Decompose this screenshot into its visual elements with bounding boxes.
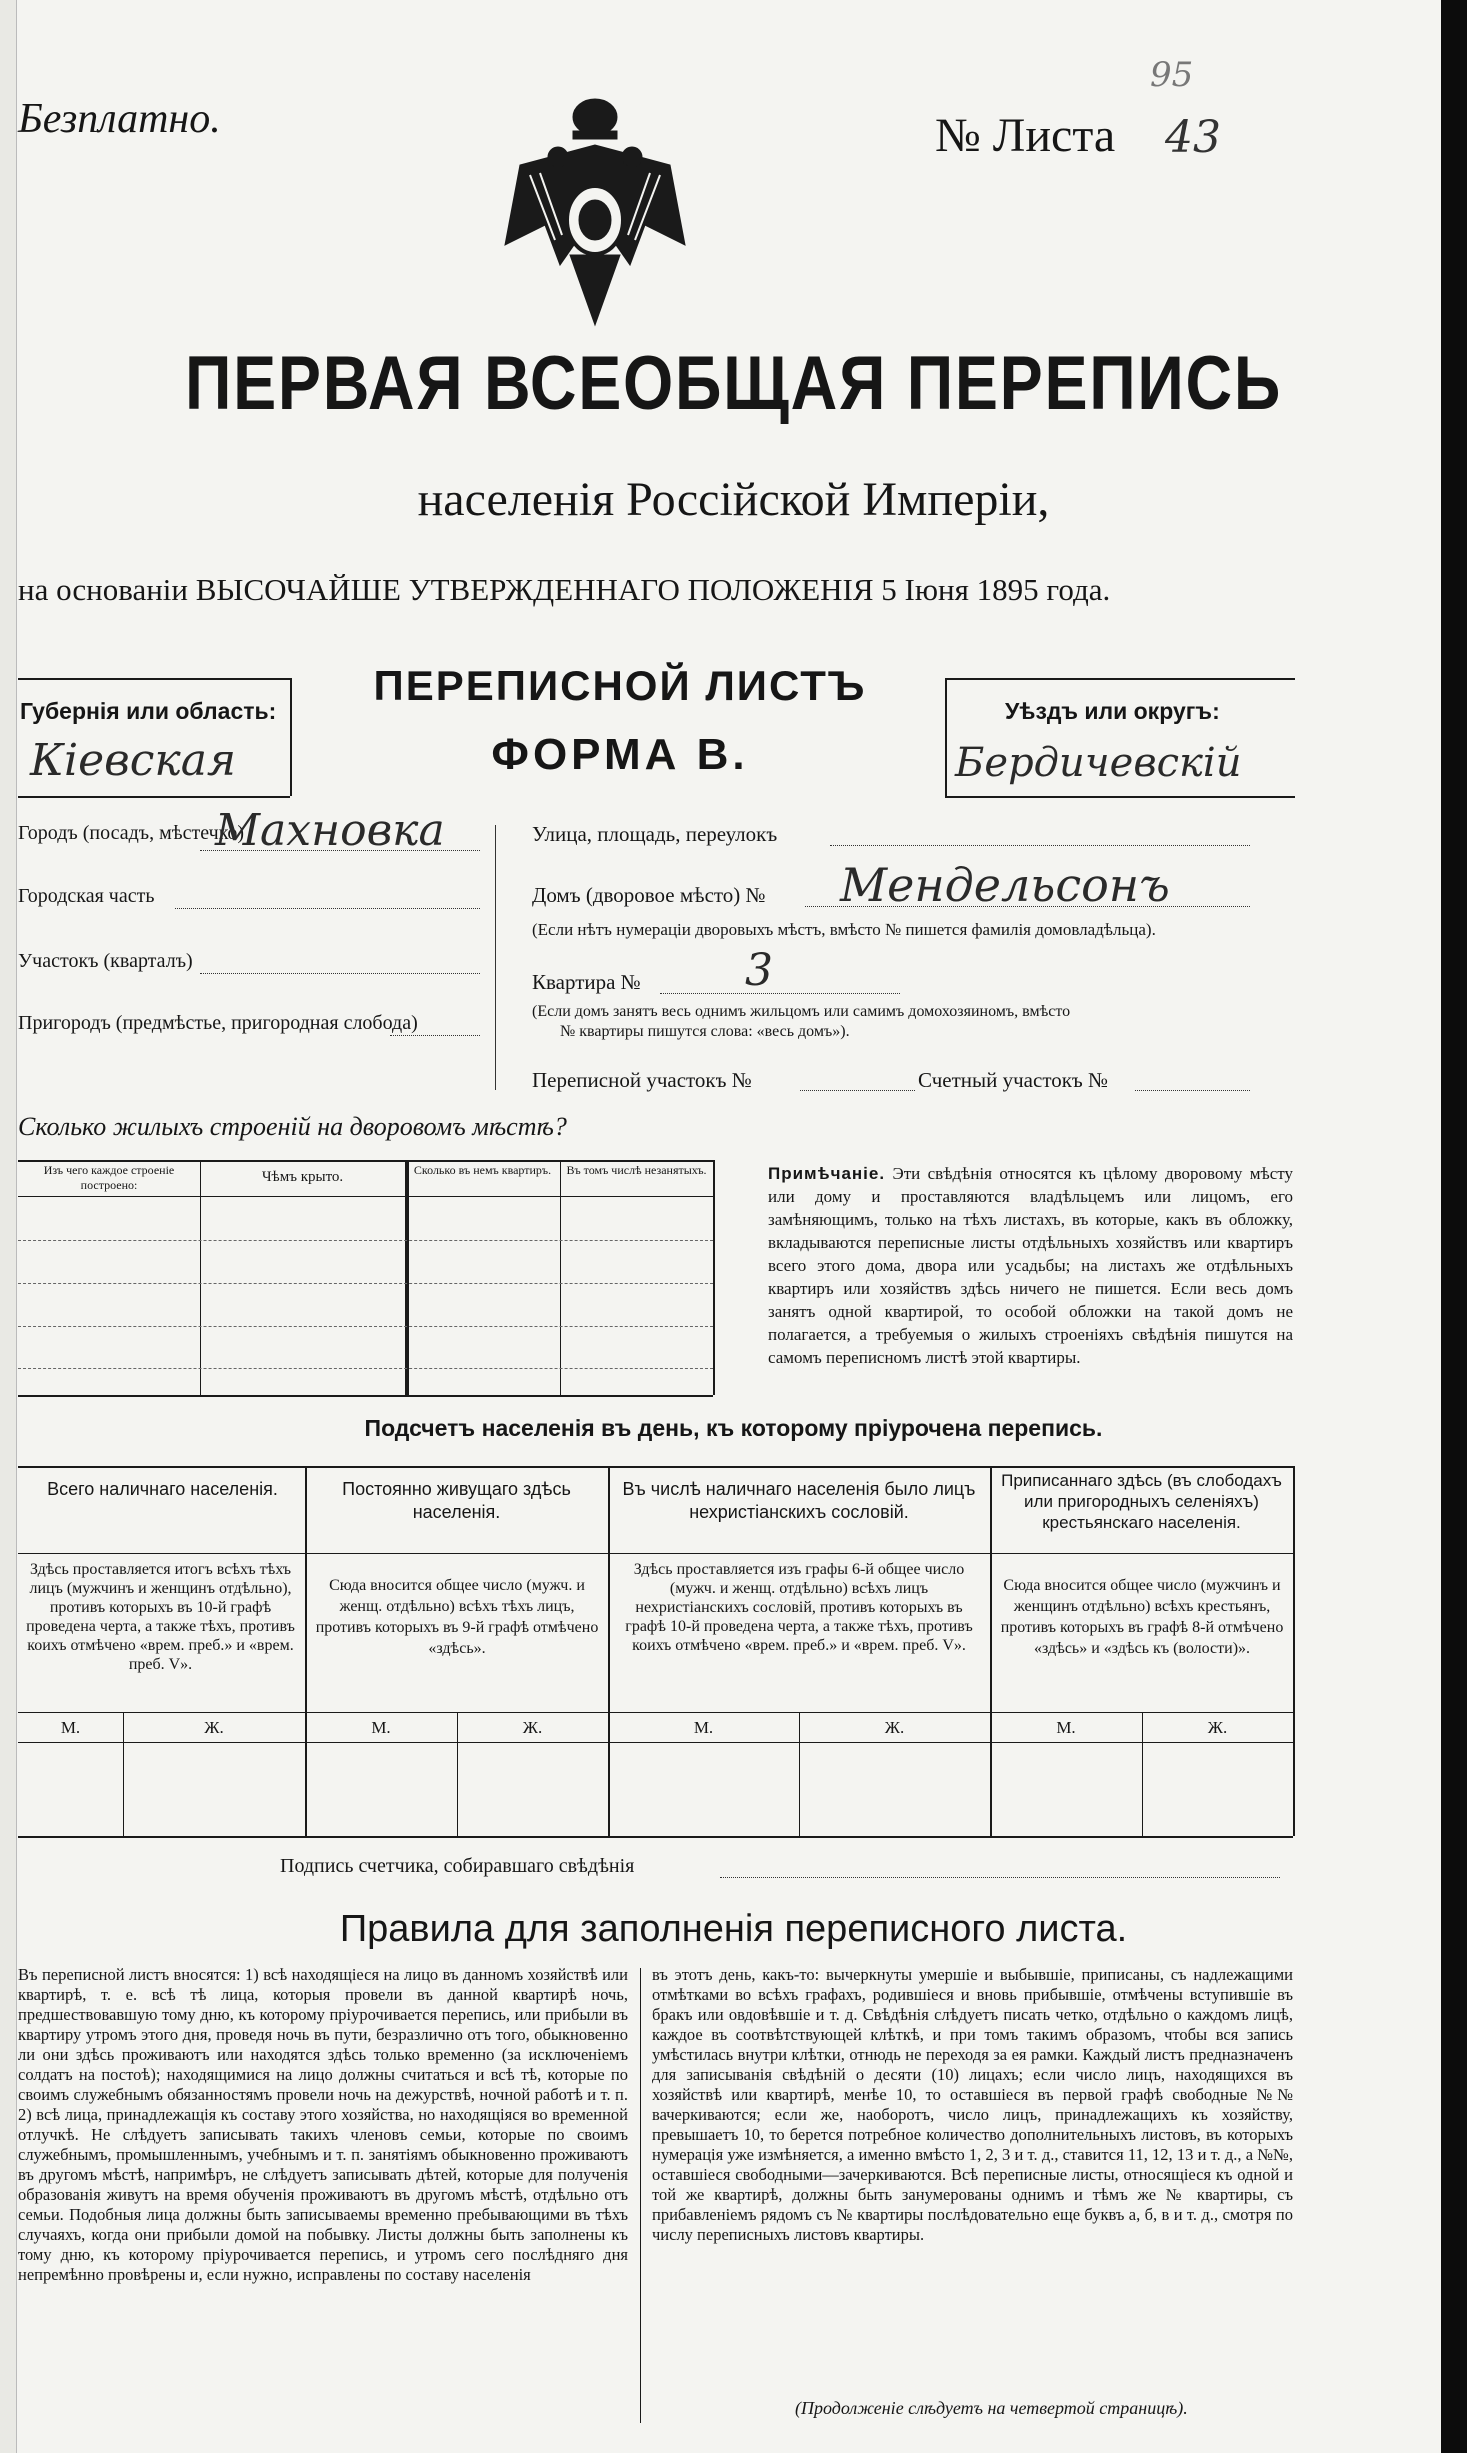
- buildings-question: Сколько жилыхъ строеній на дворовомъ мѣстѣ?: [18, 1112, 567, 1141]
- pop-col-resident-head: Постоянно живущаго здѣсь населенія.: [342, 1479, 571, 1522]
- town-label: Городъ (посадъ, мѣстечко): [18, 822, 245, 844]
- sheet-number-value: 43: [1165, 112, 1221, 163]
- apartment-note-2: № квартиры пишутся слова: «весь домъ»).: [560, 1023, 850, 1040]
- pop-female-2: Ж.: [522, 1718, 543, 1737]
- apartment-label: Квартира №: [532, 970, 641, 994]
- block-label: Участокъ (кварталъ): [18, 950, 193, 972]
- city-part-label: Городская часть: [18, 885, 155, 907]
- note-text: Эти свѣдѣнія относятся къ цѣлому дворовому мѣсту или дому и проставляются владѣльцемъ или лицомъ, его замѣняющимъ, только на тѣхъ листахъ, въ которые, какъ въ обложку, вкладываются переписные листы отдѣльныхъ хозяйствъ или квартиръ всего этого дома, двора или усадьбы; на листахъ же отдѣльныхъ квартиръ или хозяйствъ здѣсь ничего не пишется. Если весь домъ занятъ одной квартирой, то особой обложки на такой домъ не полагается, а требуемыя о жилыхъ строеніяхъ свѣдѣнія пишутся на самомъ переписномъ листѣ этой квартиры.: [768, 1164, 1293, 1367]
- buildings-col-apartments: Сколько въ немъ квартиръ.: [413, 1163, 552, 1177]
- pop-female-4: Ж.: [1207, 1718, 1228, 1737]
- coat-of-arms-icon: [500, 95, 690, 330]
- main-title: ПЕРВАЯ ВСЕОБЩАЯ ПЕРЕПИСЬ: [184, 341, 1282, 426]
- rules-right-column: въ этотъ день, какъ-то: вычеркнуты умершіе и выбывшіе, приписаны, съ надлежащими отмѣтками во всѣхъ графахъ, родившіеся и вновь прибывшіе, отмѣчены вступившіе въ бракъ или овдовѣвшіе и т. д. Свѣдѣнія слѣдуетъ писать четко, отдѣльно о каждомъ лицѣ, каждое въ соотвѣтствующей клѣткѣ, и при томъ такимъ образомъ, чтобы вся запись умѣстилась внутри клѣтки, отнюдь не переходя за ея рамки. Каждый листъ предназначенъ для записыванія свѣдѣній о десяти (10) лицахъ; если число лицъ, находящихся въ хозяйствѣ или квартирѣ, менѣе 10, то оставшіеся въ первой графѣ свободные №№ вачеркиваются; если же, наоборотъ, число лицъ, принадлежащихъ къ хозяйству, превышаетъ 10, то берется потребное количество дополнительныхъ листовъ, въ которыхъ нумерація уже измѣняется, а именно вмѣсто 1, 2, 3 и т. д., ставится 11, 12, 13 и т. д., а №№, оставшіеся свободными—зачеркиваются. Всѣ переписные листы, относящіеся къ одной и той же квартирѣ, должны быть занумерованы однимъ и тѣмъ же № квартиры, съ прибавленіемъ рядомъ съ № квартиры послѣдовательно еще буквъ а, б, в и т. д., смотря по числу переписныхъ листовъ квартиры.: [652, 1965, 1293, 2244]
- town-value: Махновка: [215, 805, 445, 856]
- pop-col-present-head: Всего наличнаго населенія.: [47, 1479, 278, 1499]
- pop-female-1: Ж.: [204, 1718, 224, 1737]
- rules-continued: (Продолженіе слѣдуетъ на четвертой страницѣ).: [795, 2398, 1188, 2418]
- suburb-label: Пригородъ (предмѣстье, пригородная слобода): [18, 1012, 418, 1034]
- corner-note: 95: [1150, 55, 1194, 95]
- right-scan-edge: [1441, 0, 1467, 2453]
- pop-col-resident-text: Сюда вносится общее число (мужч. и женщ. отдѣльно) всѣхъ тѣхъ лицъ, противъ которыхъ въ 9-й графѣ отмѣчено «здѣсь».: [315, 1577, 599, 1657]
- pop-male-3: М.: [693, 1718, 714, 1737]
- pop-col-nonchristian-head: Въ числѣ наличнаго населенія было лицъ нехристіанскихъ сословій.: [622, 1479, 976, 1522]
- pop-male-1: М.: [60, 1718, 81, 1737]
- form-title: ПЕРЕПИСНОЙ ЛИСТЪ: [373, 662, 867, 709]
- province-label: Губернія или область:: [20, 698, 277, 724]
- counting-district-label: Счетный участокъ №: [918, 1068, 1109, 1092]
- basis-line: на основаніи ВЫСОЧАЙШЕ УТВЕРЖДЕННАГО ПОЛОЖЕНІЯ 5 Іюня 1895 года.: [18, 572, 1111, 607]
- apartment-note-1: (Если домъ занятъ весь однимъ жильцомъ или самимъ домохозяиномъ, вмѣсто: [532, 1003, 1071, 1020]
- house-note: (Если нѣтъ нумераціи дворовыхъ мѣстъ, вмѣсто № пишется фамилія домовладѣльца).: [532, 920, 1156, 939]
- population-title: Подсчетъ населенія въ день, къ которому пріурочена перепись.: [364, 1415, 1103, 1441]
- pop-col-nonchristian-text: Здѣсь проставляется изъ графы 6-й общее число (мужч. и женщ. отдѣльно) всѣхъ лицъ нехристіанскихъ сословій, противъ которыхъ въ графѣ 10-й проведена черта, а также тѣхъ, противъ коихъ отмѣчено «врем. преб.» и «врем. преб. V».: [625, 1561, 973, 1654]
- rules-title: Правила для заполненія переписного листа.: [339, 1908, 1128, 1950]
- census-district-label: Переписной участокъ №: [532, 1068, 752, 1092]
- form-letter: ФОРМА В.: [491, 730, 749, 779]
- pop-col-peasant-text: Сюда вносится общее число (мужчинъ и женщинъ отдѣльно) всѣхъ крестьянъ, противъ которыхъ въ графѣ 8-й отмѣчено «здѣсь» и «здѣсь къ (волости)».: [1000, 1577, 1284, 1657]
- district-value: Бердичевскій: [955, 740, 1242, 786]
- signature-label: Подпись счетчика, собиравшаго свѣдѣнія: [280, 1855, 635, 1877]
- pop-female-3: Ж.: [884, 1718, 905, 1737]
- apartment-value: 3: [745, 945, 773, 996]
- pop-male-2: М.: [371, 1718, 391, 1737]
- district-label: Уѣздъ или округъ:: [1005, 698, 1220, 724]
- house-value: Мендельсонъ: [840, 858, 1170, 912]
- buildings-col-roof: Чѣмъ крыто.: [261, 1169, 344, 1185]
- buildings-col-material: Изъ чего каждое строеніе построено:: [43, 1163, 175, 1192]
- province-value: Кіевская: [30, 735, 237, 786]
- pop-col-peasant-head: Приписаннаго здѣсь (въ слободахъ или пригородныхъ селеніяхъ) крестьянскаго населенія.: [1001, 1471, 1282, 1532]
- free-label: Безплатно.: [18, 96, 221, 142]
- pop-male-4: М.: [1056, 1718, 1076, 1737]
- note-block: [768, 1162, 1293, 1369]
- rules-left-column: Въ переписной листъ вносятся: 1) всѣ находящіеся на лицо въ данномъ хозяйствѣ или квартирѣ, т. е. всѣ тѣ лица, которыя провели въ данной квартирѣ ночь, предшествовавшую тому дню, къ которому пріурочивается перепись, или прибыли въ квартиру утромъ этого дня, проведя ночь въ пути, безразлично отъ того, обыкновенно ли они здѣсь проживаютъ или находятся здѣсь только временно (за исключеніемъ солдатъ на постоѣ); находящимися на лицо должны считаться и всѣ тѣ, которые по своимъ служебнымъ обязанностямъ провели ночь на дежурствѣ, ночной работѣ и т. п. 2) всѣ лица, принадлежащія къ составу этого хозяйства, но находящіяся во временной отлучкѣ. Не слѣдуетъ записывать такихъ членовъ семьи, которые по своимъ служебнымъ, промышленнымъ, учебнымъ и т. п. занятіямъ обыкновенно проживаютъ въ другомъ мѣстѣ, напримѣръ, не слѣдуетъ записывать дѣтей, которые для полученія образованія живутъ на время обученія проживаютъ въ другомъ мѣстѣ, отдѣльно отъ семьи. Подобныя лица должны быть записываемы временно пребывающими въ тѣхъ случаяхъ, когда они прибыли домой на побывку. Листы должны быть заполнены къ тому дню, къ которому пріурочивается перепись, и утромъ сего послѣдняго дня непремѣнно провѣрены и, если нужно, исправлены по составу населенія: [18, 1965, 628, 2284]
- house-label: Домъ (дворовое мѣсто) №: [532, 883, 766, 907]
- left-binding-edge: [0, 0, 17, 2453]
- sheet-number-label: № Листа: [935, 109, 1116, 162]
- note-head: Примѣчаніе.: [768, 1164, 886, 1183]
- pop-col-present-text: Здѣсь проставляется итогъ всѣхъ тѣхъ лицъ (мужчинъ и женщинъ отдѣльно), противъ которыхъ въ 10-й графѣ проведена черта, а также тѣхъ, противъ коихъ отмѣчено «врем. преб.» и «врем. преб. V».: [26, 1561, 295, 1673]
- street-label: Улица, площадь, переулокъ: [532, 822, 778, 846]
- buildings-col-vacant: Въ томъ числѣ незанятыхъ.: [566, 1163, 707, 1177]
- subtitle: населенія Россійской Имперіи,: [417, 473, 1050, 526]
